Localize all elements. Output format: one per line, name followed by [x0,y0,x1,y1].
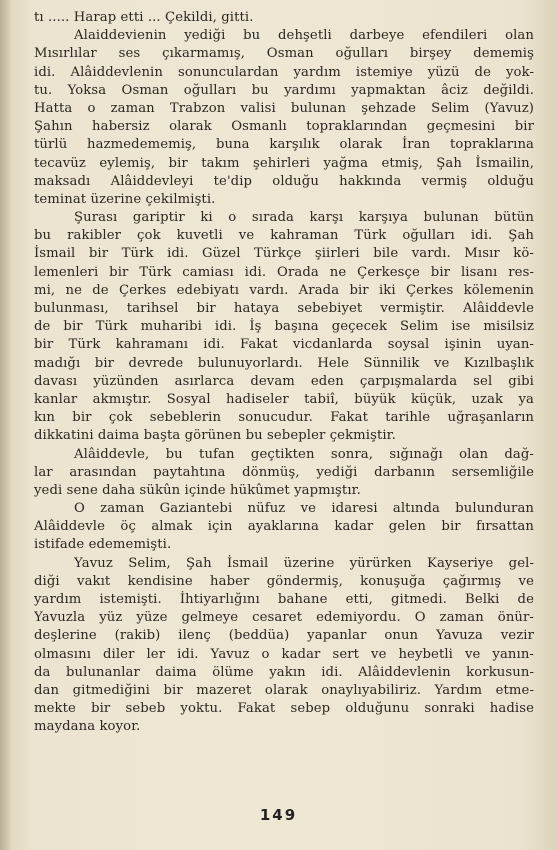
text-line: bu rakibler çok kuvetli ve kahraman Türk oğulları idi. Şah [34,228,534,244]
paragraph [34,27,534,209]
text-line: madığı bir devrede bulunuyorlardı. Hele Sünnilik ve Kızılbaşlık [34,355,534,371]
text-line: türlü hazmedememiş, buna karşılık olarak İran topraklarına [34,137,534,153]
text-line: Alaiddevienin yediği bu dehşetli darbeye efendileri olan [74,28,534,44]
text-line: diği vakıt kendisine haber göndermiş, konuşuğa çağırmış ve [34,573,534,589]
text-line: maksadı Alâiddevleyi te'dip olduğu hakkında vermiş olduğu [34,173,534,189]
paragraph [34,9,534,27]
text-line: bir Türk kahramanı idi. Fakat vicdanlarda soysal işinin uyan- [34,337,534,353]
text-line: yedi sene daha sükûn içinde hükûmet yapmıştır. [34,482,361,498]
text-line: kanlar akmıştır. Sosyal hadiseler tabiî, büyük küçük, uzak ya [34,391,534,407]
text-line: yardım istemişti. İhtiyarlığını bahane etti, gitmedi. Belki de [34,592,534,607]
text-line: mi, ne de Çerkes edebiyatı vardı. Arada bir iki Çerkes kölemenin [34,282,534,298]
text-line: davası yüzünden asırlarca devam eden çarpışmalarda sel gibi [34,373,534,389]
text-line: tecavüz eylemiş, bir takım şehirleri yağma etmiş, Şah İsmailin, [34,155,534,171]
text-line: Yavuz Selim, Şah İsmail üzerine yürürken Kayseriye gel- [74,555,534,571]
text-line: kın bir çok sebeblerin sonucudur. Fakat tarihle uğraşanların [34,410,534,426]
text-line: de bir Türk muharibi idi. İş başına geçecek Selim ise misilsiz [34,319,534,335]
text-line: bulunması, tarihsel bir hataya sebebiyet vermiştir. Alâiddevle [34,301,534,316]
text-line: Şahın habersiz olarak Osmanlı topraklarından geçmesini bir [34,119,534,135]
text-line: Hatta o zaman Trabzon valisi bulunan şehzade Selim (Yavuz) [34,100,534,116]
text-line: dikkatini daima başta görünen bu sebepler çekmiştir. [34,428,396,444]
text-line: Alâiddevle, bu tufan geçtikten sonra, sığınağı olan dağ- [74,446,534,462]
text-line: tu. Yoksa Osman oğulları bu yardımı yapmaktan âciz değildi. [34,82,534,98]
text-line: tı ..... Harap etti ... Çekildi, gitti. [34,10,254,25]
text-line: teminat üzerine çekilmişti. [34,191,216,207]
text-line: istifade edememişti. [34,537,172,553]
text-line: lar arasından paytahtına dönmüş, yediği darbanın sersemliğile [34,464,534,480]
paragraph [34,555,534,737]
text-line: lemenleri bir Türk camiası idi. Orada ne Çerkesçe bir lisanı res- [34,264,534,280]
text-line: mekte bir sebeb yoktu. Fakat sebep olduğunu sonraki hadise [34,701,534,717]
text-line: Şurası gariptir ki o sırada karşı karşıya bulunan bütün [74,210,534,226]
text-line: da bulunanlar daima ölüme yakın idi. Alâiddevlenin korkusun- [34,664,534,680]
text-line: dan gitmediğini bir mazeret olarak onaylıyabiliriz. Yardım etme- [34,682,534,698]
paragraph [34,446,534,501]
text-line: deşlerine (rakib) ilenç (beddüa) yapanlar onun Yavuza vezir [34,628,534,644]
text-line: olmasını diler ler idi. Yavuz o kadar sert ve heybetli ve yanın- [34,646,534,662]
paragraph [34,209,534,445]
text-line: maydana koyor. [34,719,141,735]
text-line: O zaman Gaziantebi nüfuz ve idaresi altında bulunduran [74,501,534,517]
text-line: Alâiddevle öç almak için ayaklarına kadar gelen bir fırsattan [34,519,534,535]
text-line: Mısırlılar ses çıkarmamış, Osman oğulları birşey dememiş [34,46,534,62]
body-text [34,9,534,737]
text-line: idi. Alâiddevlenin sonunculardan yardım istemiye yüzü de yok- [34,64,534,80]
binding-shadow [0,0,12,850]
text-line: İsmail bir Türk idi. Güzel Türkçe şiirleri bile vardı. Mısır kö- [34,246,534,262]
text-line: Yavuzla yüz yüze gelmeye cesaret edemiyordu. O zaman önür- [34,610,534,626]
paragraph [34,500,534,555]
page-number: 149 [259,806,298,824]
